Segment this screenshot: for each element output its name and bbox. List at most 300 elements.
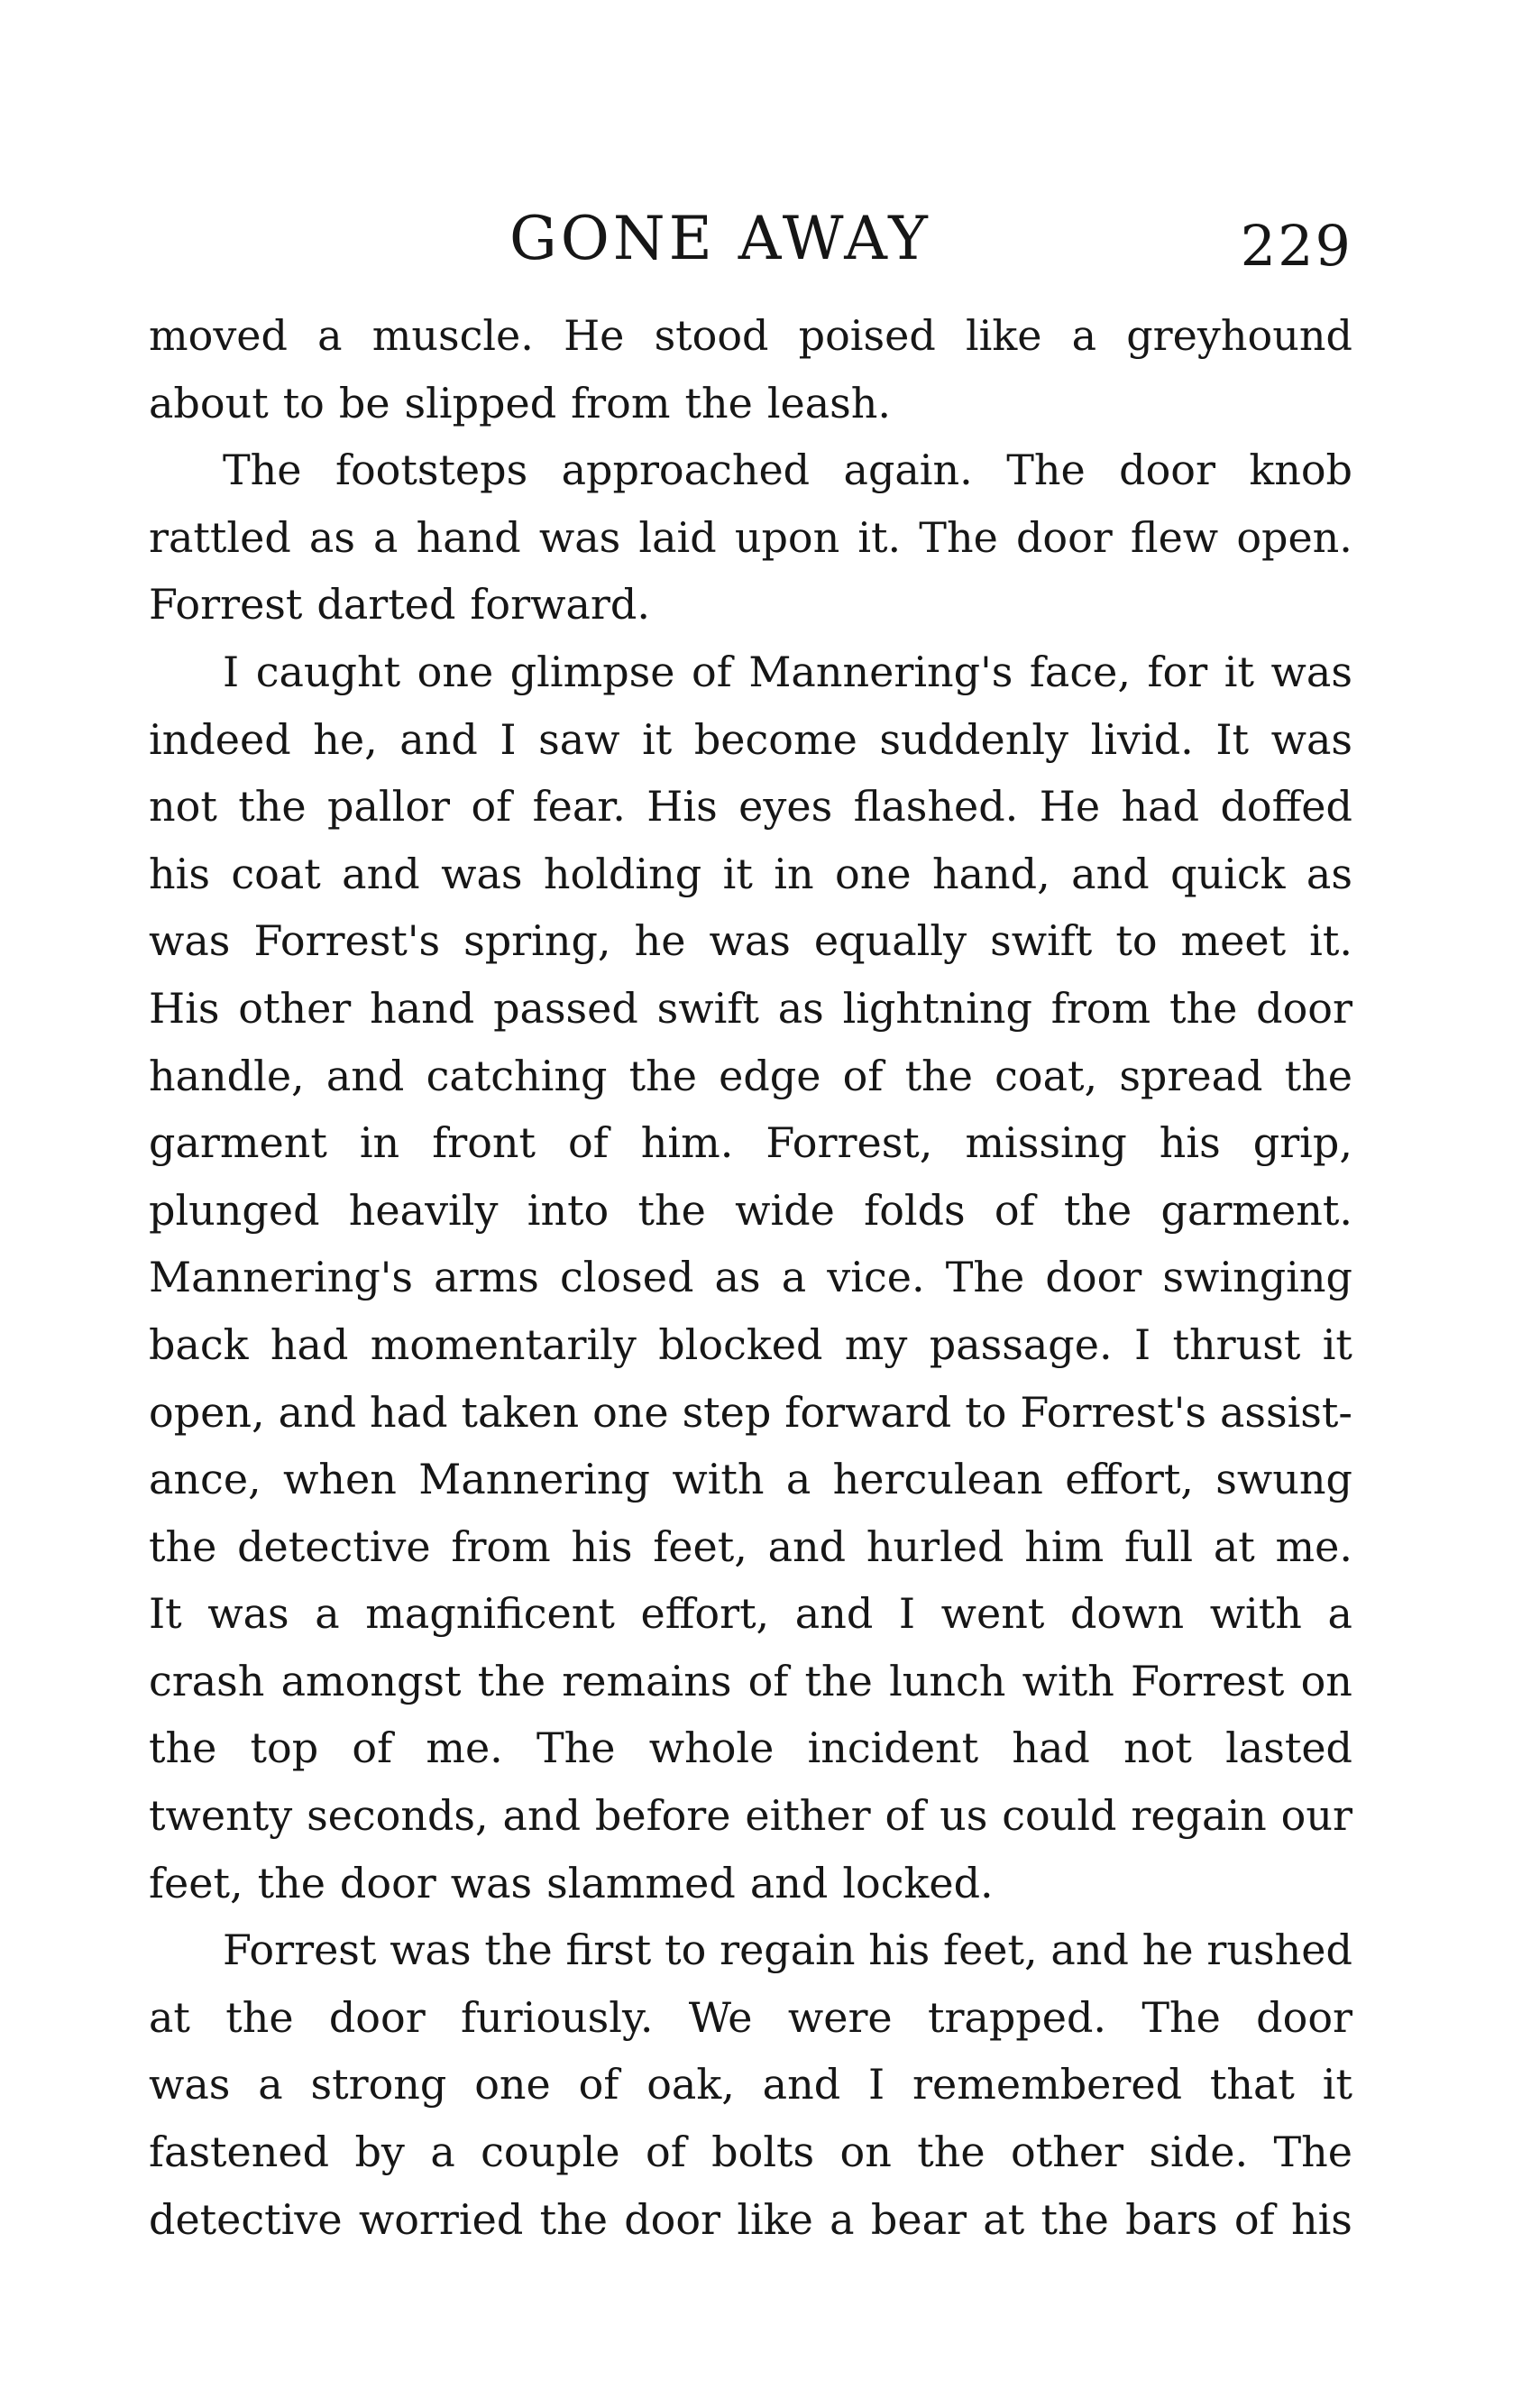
word: muscle. — [371, 311, 534, 360]
word: holding — [543, 849, 702, 898]
word: detective — [149, 2194, 343, 2244]
word: arms — [434, 1253, 539, 1302]
word: to — [1115, 916, 1158, 966]
word: was — [1270, 714, 1352, 764]
text-line — [149, 907, 1352, 975]
word: of — [1233, 2194, 1275, 2244]
word: it. — [857, 512, 902, 562]
text-line — [149, 1379, 1352, 1447]
word: passage. — [929, 1319, 1113, 1369]
word: couple — [481, 2128, 620, 2177]
word: face, — [1029, 647, 1131, 696]
word: his — [868, 1925, 931, 1975]
word: the — [628, 1051, 697, 1100]
word: poised — [798, 311, 936, 360]
word: was — [1270, 647, 1352, 696]
word: meet — [1180, 916, 1287, 966]
word: and — [794, 1589, 874, 1639]
word: taken — [461, 1387, 580, 1437]
word: door — [339, 1858, 436, 1907]
word: of — [568, 1118, 609, 1168]
word: had — [1121, 782, 1200, 832]
word: The — [919, 512, 998, 562]
word: swung — [1215, 1455, 1352, 1504]
word: he, — [313, 714, 378, 764]
text-line — [149, 1513, 1352, 1581]
word: Mannering's — [748, 647, 1013, 696]
word: coat — [231, 849, 321, 898]
word: magnificent — [365, 1589, 615, 1639]
word: from — [451, 1521, 551, 1571]
text-line — [149, 773, 1352, 841]
word: equally — [813, 916, 967, 966]
word: the — [804, 1656, 873, 1705]
word: closed — [559, 1253, 694, 1302]
word: swift — [656, 983, 759, 1033]
word: one — [592, 1387, 669, 1437]
text-line — [149, 1714, 1352, 1782]
word: was — [390, 1925, 472, 1975]
word: for — [1147, 647, 1208, 696]
word: remains — [562, 1656, 732, 1705]
word: of — [842, 1051, 884, 1100]
word: as — [714, 1253, 761, 1302]
word: He — [1039, 782, 1101, 832]
text-line — [149, 639, 1352, 706]
word: ance, — [149, 1455, 261, 1504]
word: crash — [149, 1656, 265, 1705]
word: garment. — [1160, 1185, 1352, 1235]
word: by — [354, 2128, 405, 2177]
word: whole — [648, 1723, 775, 1773]
word: saw — [538, 714, 620, 764]
word: eyes — [738, 782, 833, 832]
text-line — [149, 1850, 1352, 1917]
word: the — [477, 1656, 546, 1705]
word: he — [1141, 1925, 1194, 1975]
text-line — [149, 1244, 1352, 1311]
word: and — [342, 849, 420, 898]
word: become — [693, 714, 857, 764]
word: twenty — [149, 1791, 293, 1841]
word: forward. — [470, 580, 650, 630]
word: and — [749, 1858, 829, 1907]
word: full — [1123, 1521, 1194, 1571]
word: him. — [640, 1118, 734, 1168]
word: heavily — [348, 1185, 499, 1235]
word: of — [471, 782, 512, 832]
word: the — [684, 378, 753, 427]
word: back — [149, 1319, 249, 1369]
word: it — [722, 849, 753, 898]
word: to — [282, 378, 325, 427]
word: not — [1123, 1723, 1192, 1773]
word: darted — [316, 580, 456, 630]
word: our — [1280, 1791, 1352, 1841]
word: was — [441, 849, 523, 898]
word: as — [1306, 849, 1352, 898]
word: and — [399, 714, 478, 764]
word: bars — [1125, 2194, 1218, 2244]
word: swinging — [1162, 1253, 1352, 1302]
text-line — [149, 2051, 1352, 2118]
word: a — [315, 1589, 340, 1639]
word: the — [1284, 1051, 1352, 1100]
text-line — [149, 437, 1352, 504]
word: of — [692, 647, 732, 696]
word: step — [682, 1387, 772, 1437]
body-text — [149, 302, 1352, 2253]
word: glimpse — [509, 647, 675, 696]
word: missing — [965, 1118, 1127, 1168]
word: I — [868, 2060, 885, 2109]
word: and — [1050, 1925, 1129, 1975]
word: doffed — [1220, 782, 1352, 832]
word: The — [945, 1253, 1025, 1302]
word: livid. — [1090, 714, 1194, 764]
word: flew — [1130, 512, 1219, 562]
word: fastened — [149, 2128, 330, 2177]
word: us — [940, 1791, 988, 1841]
word: I — [500, 714, 517, 764]
word: detective — [237, 1521, 431, 1571]
word: and — [762, 2060, 841, 2109]
word: top — [250, 1723, 319, 1773]
word: Mannering — [418, 1455, 650, 1504]
word: was — [538, 512, 621, 562]
word: oak, — [646, 2060, 735, 2109]
word: a — [781, 1253, 807, 1302]
word: it — [1322, 1319, 1352, 1369]
word: bear — [870, 2194, 967, 2244]
word: It — [149, 1589, 182, 1639]
word: and — [325, 1051, 405, 1100]
word: Forrest's — [253, 916, 441, 966]
word: quick — [1170, 849, 1286, 898]
word: regain — [1131, 1791, 1267, 1841]
word: the — [1041, 2194, 1109, 2244]
word: a — [1327, 1589, 1352, 1639]
word: It — [1215, 714, 1250, 764]
word: assist- — [1219, 1387, 1352, 1437]
word: of — [994, 1185, 1035, 1235]
word: passed — [493, 983, 638, 1033]
word: the — [637, 1185, 706, 1235]
text-line — [149, 1446, 1352, 1513]
word: incident — [807, 1723, 979, 1773]
word: and — [502, 1791, 582, 1841]
word: had — [270, 1319, 349, 1369]
word: when — [283, 1455, 397, 1504]
word: grip, — [1252, 1118, 1352, 1168]
word: one — [835, 849, 912, 898]
word: door — [1045, 1253, 1142, 1302]
word: I — [223, 647, 240, 696]
word: to — [665, 1925, 707, 1975]
word: with — [1209, 1589, 1302, 1639]
word: suddenly — [879, 714, 1069, 764]
text-line — [149, 370, 1352, 437]
word: slammed — [546, 1858, 736, 1907]
word: laid — [638, 512, 717, 562]
text-line — [149, 1311, 1352, 1379]
word: hand, — [931, 849, 1050, 898]
word: The — [1141, 1992, 1221, 2042]
word: was — [149, 916, 231, 966]
word: I — [898, 1589, 916, 1639]
word: like — [737, 2194, 813, 2244]
word: bolts — [711, 2128, 815, 2177]
word: garment — [149, 1118, 327, 1168]
word: of — [352, 1723, 393, 1773]
word: the — [238, 782, 307, 832]
word: wide — [735, 1185, 835, 1235]
word: a — [317, 311, 343, 360]
text-line — [149, 1177, 1352, 1245]
word: plunged — [149, 1185, 320, 1235]
word: momentarily — [370, 1319, 637, 1369]
word: the — [225, 1992, 294, 2042]
word: The — [1273, 2128, 1352, 2177]
word: of — [646, 2128, 686, 2177]
word: Forrest — [149, 580, 303, 630]
word: was — [207, 1589, 289, 1639]
word: down — [1069, 1589, 1185, 1639]
word: again. — [843, 446, 973, 495]
word: the — [149, 1521, 217, 1571]
word: greyhound — [1126, 311, 1352, 360]
word: of — [747, 1656, 789, 1705]
word: I — [1133, 1319, 1151, 1369]
word: slipped — [404, 378, 557, 427]
text-line — [149, 975, 1352, 1043]
word: at — [149, 1992, 190, 2042]
word: as — [308, 512, 355, 562]
word: it. — [1309, 916, 1352, 966]
word: handle, — [149, 1051, 305, 1100]
word: the — [904, 1051, 973, 1100]
word: swift — [990, 916, 1093, 966]
word: at — [1213, 1521, 1255, 1571]
word: were — [787, 1992, 893, 2042]
word: remembered — [912, 2060, 1183, 2109]
word: either — [745, 1791, 871, 1841]
word: from — [571, 378, 671, 427]
word: caught — [255, 647, 401, 696]
word: that — [1209, 2060, 1295, 2109]
running-title: GONE AWAY — [509, 204, 931, 273]
word: had — [1012, 1723, 1090, 1773]
word: about — [149, 378, 269, 427]
word: locked. — [842, 1858, 994, 1907]
word: was — [450, 1858, 533, 1907]
word: and — [278, 1387, 357, 1437]
text-line — [149, 1782, 1352, 1850]
word: a — [258, 2060, 283, 2109]
word: blocked — [658, 1319, 823, 1369]
word: his — [1159, 1118, 1221, 1168]
word: upon — [734, 512, 840, 562]
word: vice. — [827, 1253, 925, 1302]
word: feet, — [653, 1521, 747, 1571]
word: Forrest — [223, 1925, 377, 1975]
word: with — [1022, 1656, 1114, 1705]
word: the — [917, 2128, 986, 2177]
word: spring, — [463, 916, 611, 966]
word: Forrest — [1131, 1656, 1285, 1705]
word: regain — [720, 1925, 856, 1975]
word: forward — [784, 1387, 952, 1437]
running-head — [149, 203, 1352, 279]
word: other — [1011, 2128, 1124, 2177]
word: on — [1300, 1656, 1352, 1705]
word: his — [149, 849, 210, 898]
word: he — [634, 916, 686, 966]
word: furiously. — [460, 1992, 654, 2042]
word: stood — [654, 311, 769, 360]
word: a — [1071, 311, 1097, 360]
word: it — [642, 714, 673, 764]
word: the — [1063, 1185, 1132, 1235]
word: seconds, — [307, 1791, 489, 1841]
word: was — [149, 2060, 231, 2109]
word: spread — [1119, 1051, 1263, 1100]
word: on — [839, 2128, 892, 2177]
text-line — [149, 1916, 1352, 1984]
word: He — [564, 311, 625, 360]
word: be — [338, 378, 390, 427]
text-line — [149, 302, 1352, 370]
word: the — [484, 1925, 553, 1975]
word: His — [149, 983, 220, 1033]
word: open, — [149, 1387, 265, 1437]
word: door — [328, 1992, 426, 2042]
word: the — [1169, 983, 1238, 1033]
word: the — [539, 2194, 608, 2244]
text-line — [149, 1580, 1352, 1648]
text-line — [149, 1109, 1352, 1177]
word: like — [965, 311, 1042, 360]
text-line — [149, 571, 1352, 639]
word: the — [149, 1723, 217, 1773]
word: front — [432, 1118, 536, 1168]
word: to — [965, 1387, 1007, 1437]
word: from — [1050, 983, 1151, 1033]
word: me. — [426, 1723, 503, 1773]
word: could — [1002, 1791, 1117, 1841]
text-line — [149, 504, 1352, 572]
word: footsteps — [335, 446, 528, 495]
word: thrust — [1172, 1319, 1301, 1369]
word: door — [1119, 446, 1215, 495]
word: it — [1224, 647, 1254, 696]
word: a — [373, 512, 399, 562]
text-line — [149, 1648, 1352, 1715]
word: door — [624, 2194, 721, 2244]
word: moved — [149, 311, 288, 360]
word: me. — [1275, 1521, 1352, 1571]
word: The — [1006, 446, 1086, 495]
text-line — [149, 1043, 1352, 1110]
word: coat, — [995, 1051, 1098, 1100]
word: catching — [426, 1051, 608, 1100]
word: rushed — [1206, 1925, 1352, 1975]
word: door — [1256, 1992, 1352, 2042]
word: The — [536, 1723, 616, 1773]
word: was — [709, 916, 791, 966]
word: knob — [1249, 446, 1352, 495]
word: my — [844, 1319, 908, 1369]
word: a — [830, 2194, 855, 2244]
text-line — [149, 706, 1352, 774]
word: before — [594, 1791, 731, 1841]
word: The — [223, 446, 302, 495]
page-number: 229 — [1240, 213, 1352, 279]
word: door — [1256, 983, 1352, 1033]
word: other — [238, 983, 352, 1033]
word: His — [646, 782, 718, 832]
word: open. — [1236, 512, 1352, 562]
word: the — [257, 1858, 325, 1907]
word: not — [149, 782, 217, 832]
word: lightning — [842, 983, 1032, 1033]
word: hand — [416, 512, 521, 562]
word: feet, — [943, 1925, 1038, 1975]
word: his — [1290, 2194, 1352, 2244]
word: in — [359, 1118, 400, 1168]
word: one — [417, 647, 494, 696]
text-line — [149, 1984, 1352, 2052]
word: Forrest's — [1020, 1387, 1206, 1437]
word: it — [1322, 2060, 1352, 2109]
word: side. — [1149, 2128, 1249, 2177]
word: went — [940, 1589, 1045, 1639]
word: fear. — [532, 782, 626, 832]
word: door — [1015, 512, 1113, 562]
word: first — [565, 1925, 652, 1975]
word: of — [578, 2060, 619, 2109]
word: We — [688, 1992, 753, 2042]
word: into — [527, 1185, 610, 1235]
word: him — [1024, 1521, 1105, 1571]
word: effort, — [1065, 1455, 1194, 1504]
word: feet, — [149, 1858, 243, 1907]
word: with — [672, 1455, 765, 1504]
text-line — [149, 841, 1352, 908]
word: one — [474, 2060, 551, 2109]
word: had — [370, 1387, 448, 1437]
word: a — [430, 2128, 455, 2177]
text-line — [149, 2186, 1352, 2254]
word: lunch — [889, 1656, 1006, 1705]
word: of — [885, 1791, 926, 1841]
word: and — [1071, 849, 1150, 898]
word: effort, — [640, 1589, 770, 1639]
word: lasted — [1225, 1723, 1352, 1773]
word: trapped. — [927, 1992, 1107, 2042]
word: worried — [358, 2194, 524, 2244]
word: hurled — [866, 1521, 1004, 1571]
word: approached — [561, 446, 811, 495]
word: leash. — [766, 378, 892, 427]
word: pallor — [327, 782, 451, 832]
word: Forrest, — [766, 1118, 933, 1168]
word: in — [774, 849, 814, 898]
word: his — [571, 1521, 633, 1571]
word: at — [983, 2194, 1025, 2244]
word: edge — [719, 1051, 821, 1100]
word: a — [785, 1455, 811, 1504]
